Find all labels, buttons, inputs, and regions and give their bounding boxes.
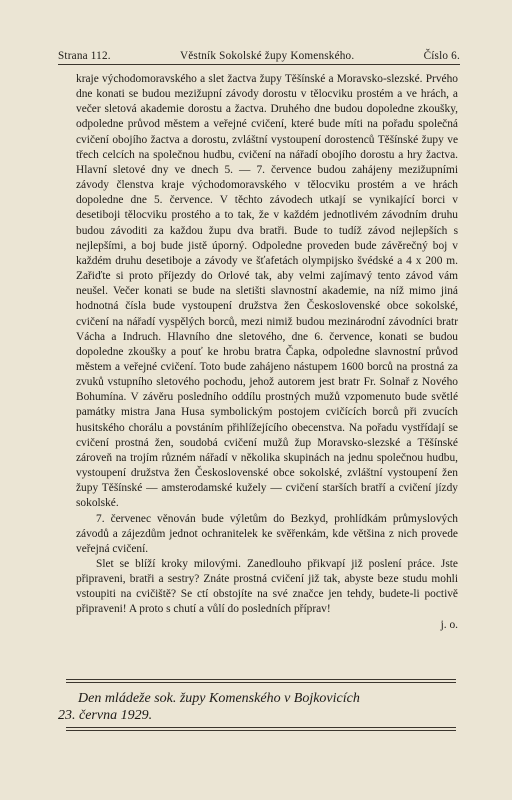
announcement-line-1: Den mládeže sok. župy Komenského v Bojkovicích [78, 691, 360, 706]
article-body [76, 72, 458, 633]
paragraph-continuation: kraje východomoravského a slet žactva župy Těšínské a Moravsko-slezské. Prvého dne konati se budou mezižupní závody dorostu v tělocviku prostém a ve hrách, a večer sletová akademie dorostu a žactva. Druhého dne budou dopoledne zkoušky, odpoledne průvod městem a veřejné cvičení, které bude míti na pořadu společná cvičení obojího žactva a dorostu, zvláštní vystoupení dorostenců Těšínské župy ve třech celcích na společnou hudbu, cvičení na nářadí obojího dorostu a hry žactva. Hlavní sletové dny ve dnech 5. — 7. července budou zahájeny mezižupními závody členstva kraje východomoravského v tělocviku prostém a ve hrách dopoledne dne 5. července. V těchto závodech utkají se vynikající borci v desetiboji tělocviku prostého a to tak, že v každém jednotlivém závodním druhu budou závoditi za každou župu dva bratři. Bude to tudíž závod nejlepších s nejlepšími, a boj bude jistě úporný. Odpoledne proveden bude závěrečný boj v každém druhu desetiboje a závody ve šťafetách olympijsko švédské a 4 x 200 m. Zařiďte si proto příjezdy do Orlové tak, aby velmi zajímavý tento závod vám neušel. Večer konati se bude na sletišti slavnostní akademie, na níž mimo jiná hodnotná čísla bude vystoupení družstva žen Československé obce sokolské, cvičení na nářadí vyspělých borců, mezi nimiž budou mezinárodní závodníci bratr Vácha a Indruch. Hlavního dne sletového, dne 6. července, konati se budou dopoledne zkoušky a pouť ke hrobu bratra Čapka, odpoledne slavnostní průvod městem a veřejné cvičení. Toto bude zahájeno nástupem 1600 borců na prostná za zvuků vstupního sletového pochodu, jehož autorem jest bratr Fr. Solnař z Nového Bohumína. V závěru posledního oddílu prostných mužů vzpomenuto bude světlé památky mistra Jana Husa symbolickým postojem cvičících borců při zvucích husitského chorálu a povstáním přihlížejícího obecenstva. Na pořadu vystřídají se cvičení prostná žen, soudobá cvičení mužů žup Moravsko-slezské a Těšínské zároveň na trojím různém nářadí v několika skupinách na jednu společnou hudbu, vystoupení družstva žen Československé obce sokolské, zvláštní vystoupení žen župy Těšínské — amsterodamské kužely — cvičení starších bratří a cvičení jízdy sokolské. [76, 73, 458, 510]
header-divider [58, 64, 460, 65]
footer-divider-top-inner [66, 682, 456, 683]
paragraph-appeal: Slet se blíží kroky milovými. Zanedlouho přikvapí již poslení práce. Jste připraveni, bratři a sestry? Znáte prostná cvičení již tak, abyste beze studu mohli vstoupiti na cvičiště? Se ctí obstojíte na své značce jen tehdy, budete-li poctivě připraveni! A proto s chutí a vůlí do posledních příprav! [76, 558, 458, 616]
running-header [58, 50, 460, 62]
author-signature: j. o. [440, 618, 458, 631]
footer-divider-top [66, 679, 456, 680]
footer-divider-bottom-inner [66, 727, 456, 728]
issue-number: Číslo 6. [423, 50, 460, 62]
footer-divider-bottom [66, 730, 456, 731]
announcement-box [58, 690, 458, 724]
announcement-date: 23. června 1929. [58, 708, 153, 723]
paragraph-excursions: 7. červenec věnován bude výletům do Bezkyd, prohlídkám průmyslových závodů a zájezdům jednot ochranitelek ke svěřenkám, kde většina z nich provede veřejná cvičení. [76, 512, 458, 555]
page-number: Strana 112. [58, 50, 111, 62]
journal-title: Věstník Sokolské župy Komenského. [179, 50, 355, 62]
